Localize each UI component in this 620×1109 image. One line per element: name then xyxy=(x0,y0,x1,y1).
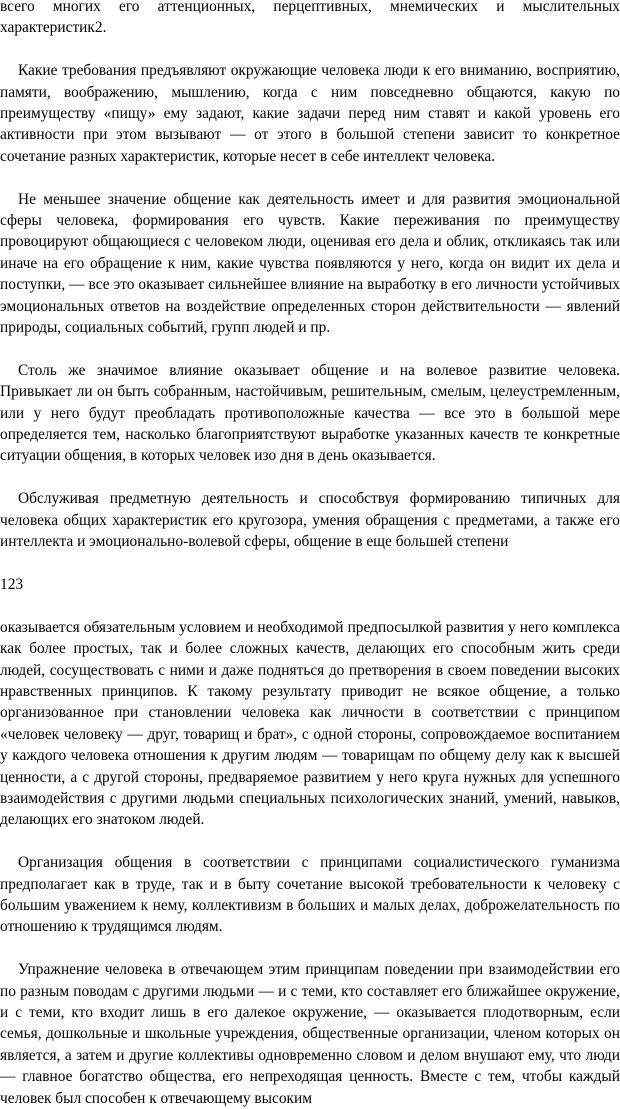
paragraph-continuation: оказывается обязательным условием и необходимой предпосылкой развития у него комплекса как более простых, так и более сложных качеств, делающих его способным жить среди людей, сосуществовать с ними и даже подняться до претворения в своем поведении высоких нравственных принципов. К такому результату приводит не всякое общение, а только организованное при становлении человека как личности в соответствии с принципом «человек человеку — друг, товарищ и брат», с одной стороны, сопровождаемое воспитанием у каждого человека отношения к другим людям — товарищам по общему делу как к высшей ценности, а с другой стороны, предваряемое развитием у него круга нужных для успешного взаимодействия с другими людьми специальных психологических знаний, умений, навыков, делающих его знатоком людей. xyxy=(0,618,620,829)
paragraph-emotional-sphere: Не меньшее значение общение как деятельность имеет и для развития эмоциональной сферы человека, формирования его чувств. Какие переживания по преимуществу провоцируют общающиеся с человеком люди, оценивая его дела и облик, откликаясь так или иначе на его обращение к ним, какие чувства появляются у него, когда он видит их дела и поступки, — все это оказывает сильнейшее влияние на выработку в его личности устойчивых эмоциональных ответов на воздействие определенных сторон действительности — явлений природы, социальных событий, групп людей и пр. xyxy=(0,190,620,337)
paragraph-gap xyxy=(0,338,620,359)
paragraph-objective-activity: Обслуживая предметную деятельность и способствуя формированию типичных для человека общих характеристик его кругозора, умения обращения с предметами, а также его интеллекта и эмоционально-волевой сферы, общение в еще большей степени xyxy=(0,490,620,551)
paragraph-volitional-development: Столь же значимое влияние оказывает общение и на волевое развитие человека. Привыкает ли он быть собранным, настойчивым, решительным, смелым, целеустремленным, или у него будут преобладать противоположные качества — все это в большой мере определяется тем, насколько благоприятствуют выработке указанных качеств те конкретные ситуации общения, в которых человек изо дня в день оказывается. xyxy=(0,361,620,465)
paragraph-organization: Организация общения в соответствии с принципами социалистического гуманизма предполагает как в труде, так и в быту сочетание высокой требовательности к человеку с большим уважением к нему, коллективизм в больших и малых делах, доброжелательность по отношению к трудящимся людям. xyxy=(0,854,620,936)
paragraph-gap xyxy=(0,39,620,60)
paragraph-exercise: Упражнение человека в отвечающем этим принципам поведении при взаимодействии его по разным поводам с другими людьми — и с теми, кто составляет его ближайшее окружение, и с теми, кто входит лишь в его далекое окружение, — оказывается плодотворным, если семья, дошкольные и школьные учреждения, общественные организации, членом которых он является, а затем и другие коллективы одновременно словом и делом внушают ему, что люди — главное богатство общества, его непреходящая ценность. Вместе с тем, чтобы каждый человек был способен к отвечающему высоким xyxy=(0,961,620,1107)
paragraph-gap xyxy=(0,595,620,616)
page-number: 123 xyxy=(0,575,24,593)
paragraph-gap xyxy=(0,831,620,852)
paragraph-fragment-top: всего многих его аттенционных, перцептивных, мнемических и мыслительных характеристик2. xyxy=(0,0,620,37)
paragraph-gap xyxy=(0,553,620,574)
paragraph-perception-demands: Какие требования предъявляют окружающие человека люди к его вниманию, восприятию, памяти, воображению, мышлению, когда с ним повседневно общаются, какую по преимуществу «пищу» ему задают, какие задачи перед ним ставят и какой уровень его активности при этом вызывают — от этого в большой степени зависит то конкретное сочетание разных характеристик, которые несет в себе интеллект человека. xyxy=(0,62,620,165)
paragraph-gap xyxy=(0,467,620,488)
paragraph-gap xyxy=(0,938,620,959)
paragraph-gap xyxy=(0,167,620,188)
